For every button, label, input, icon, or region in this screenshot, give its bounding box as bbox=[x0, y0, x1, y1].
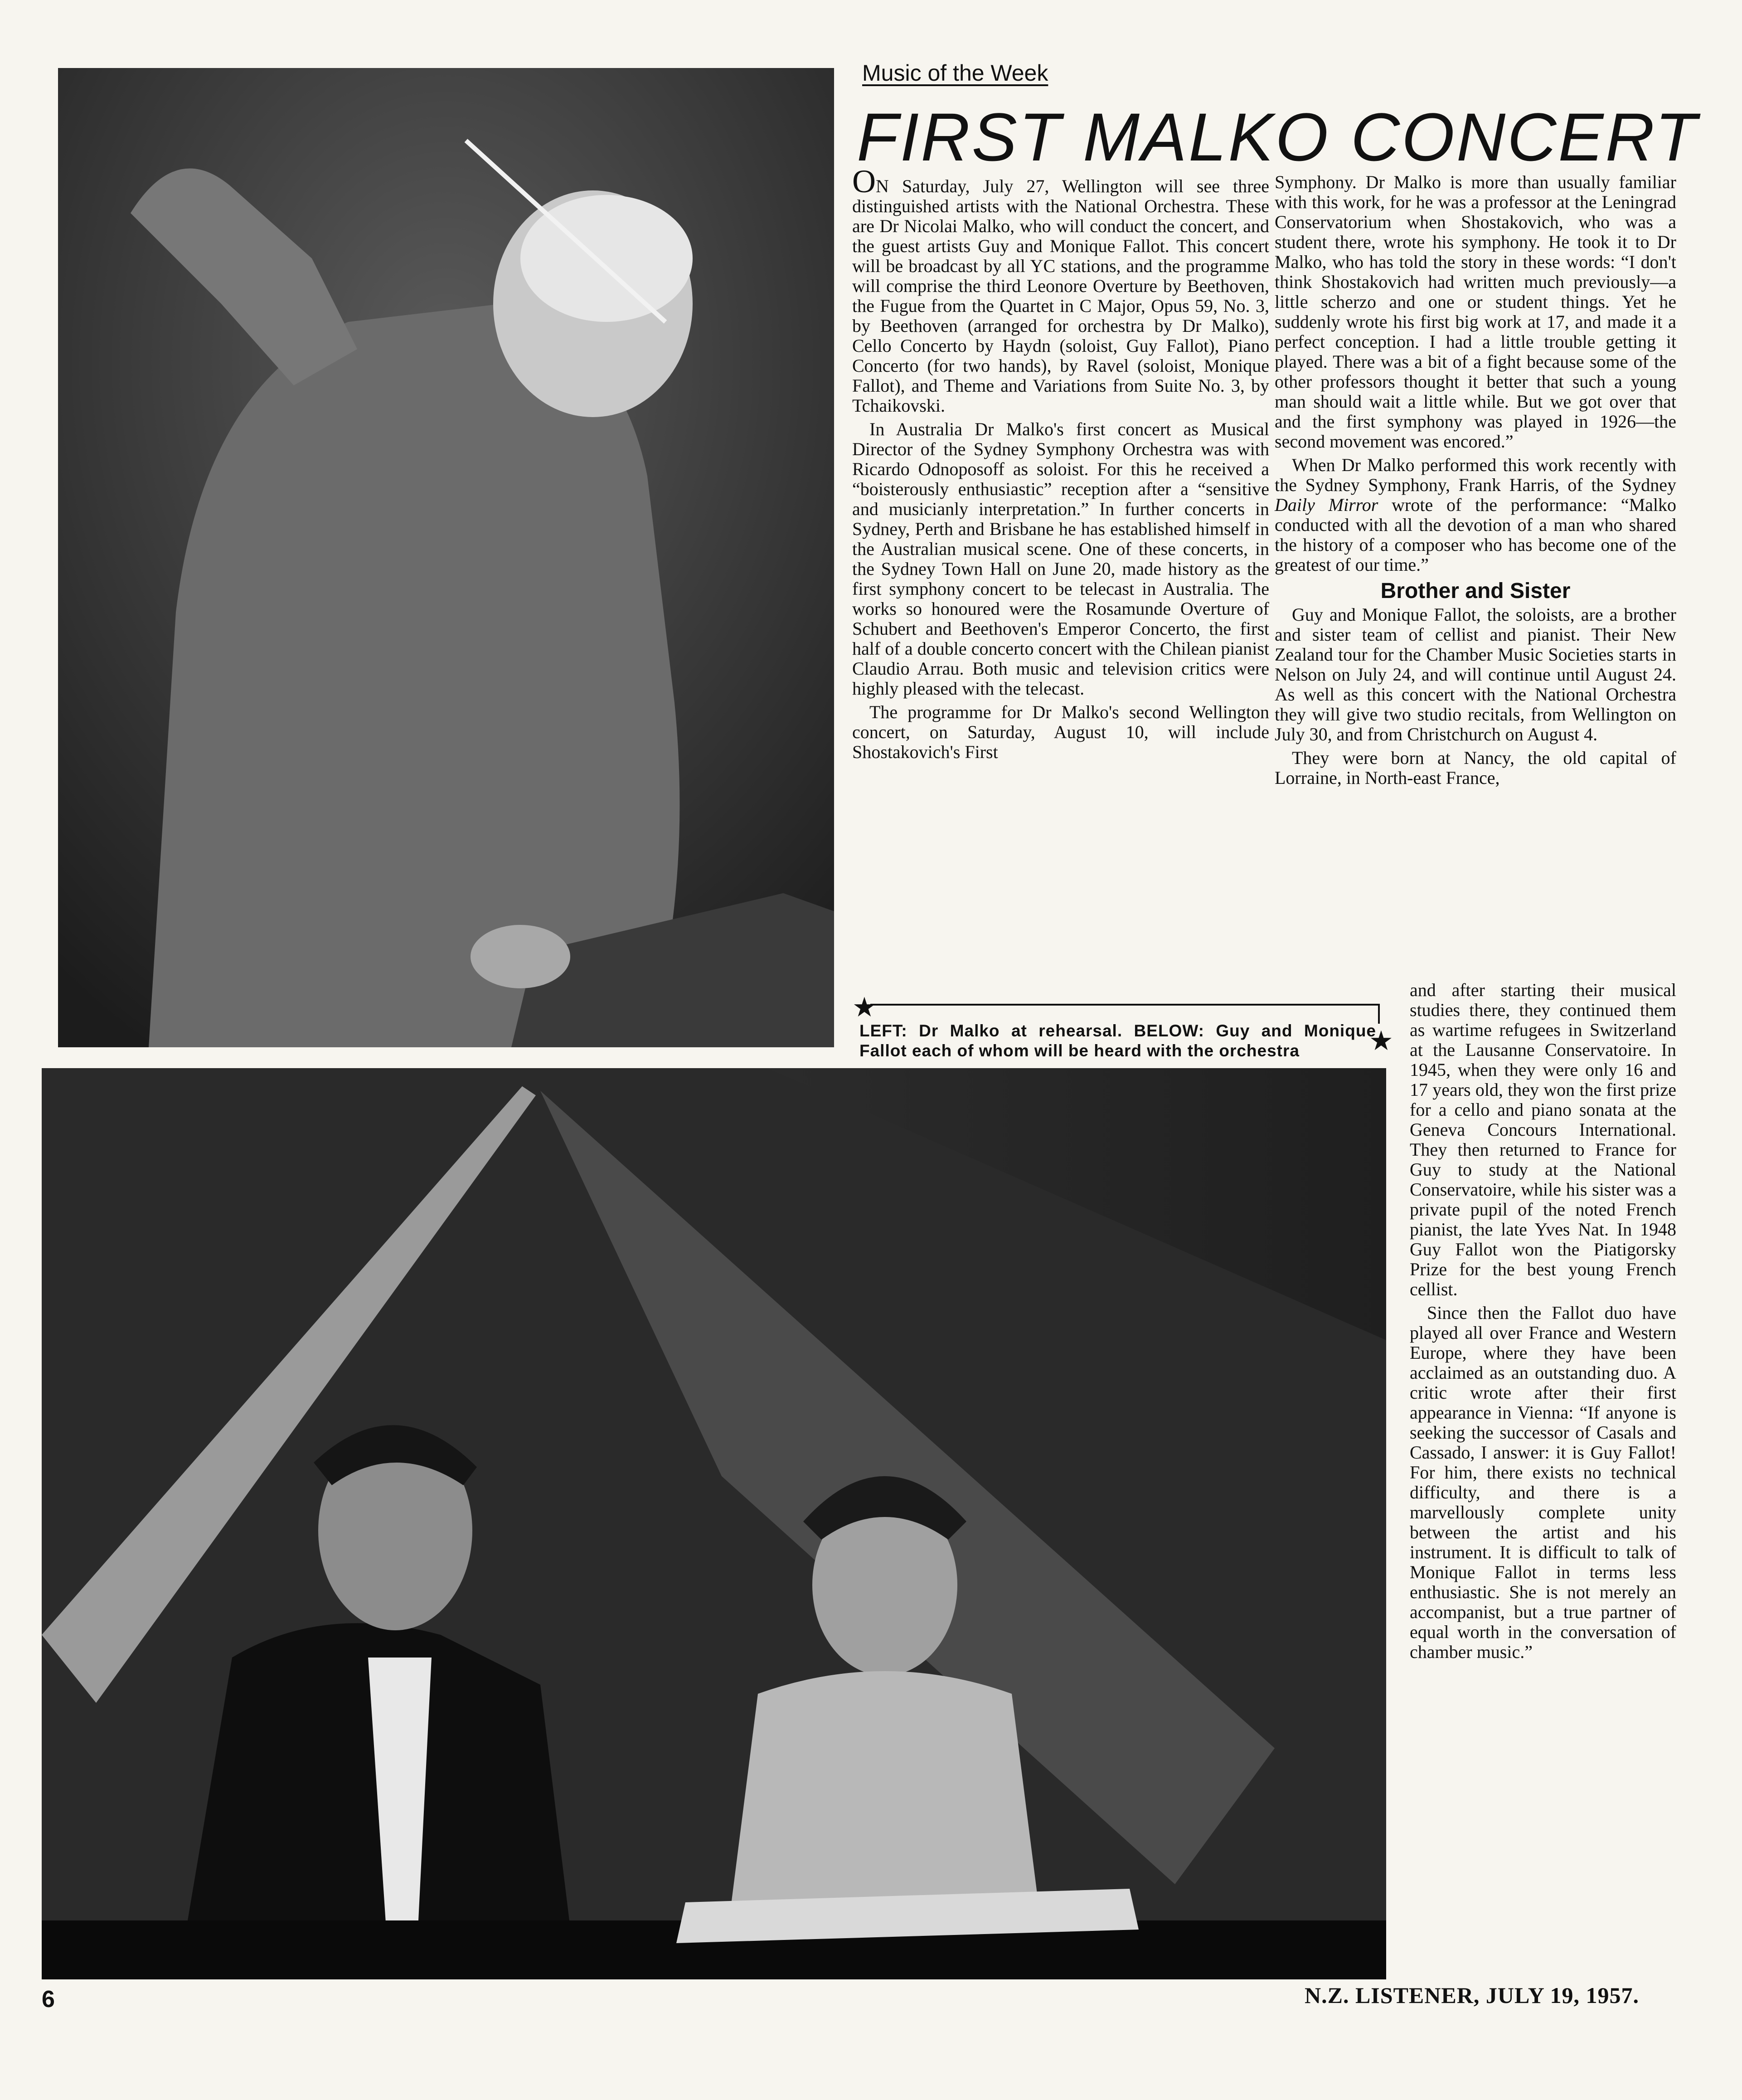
article-paragraph bbox=[852, 163, 1269, 416]
photo-caption: LEFT: Dr Malko at rehearsal. BELOW: Guy and Monique Fallot each of whom will be heard with the orchestra bbox=[859, 1021, 1376, 1060]
article-column-3 bbox=[1410, 980, 1676, 1969]
publication-name: Daily Mirror bbox=[1275, 495, 1378, 515]
duo-at-piano-icon bbox=[42, 1068, 1386, 1979]
paragraph-text: N Saturday, July 27, Wellington will see three distinguished artists with the National Orchestra. These are Dr Nicolai Malko, who will conduct the concert, and the guest artists Guy and Monique Fallot. This concert will be broadcast by all YC stations, and the programme will comprise the third Leonore Overture by Beethoven, the Fugue from the Quartet in C Major, Opus 59, No. 3, by Beethoven (arranged for orchestra by Dr Malko), Cello Concerto by Haydn (soloist, Guy Fallot), Piano Concerto (for two hands), by Ravel (soloist, Monique Fallot), and Theme and Variations from Suite No. 3, by Tchaikovski. bbox=[852, 176, 1269, 416]
article-paragraph: They were born at Nancy, the old capital of Lorraine, in North-east France, bbox=[1275, 748, 1676, 788]
section-kicker: Music of the Week bbox=[862, 60, 1048, 86]
article-paragraph: The programme for Dr Malko's second Wellington concert, on Saturday, August 10, will include Shostakovich's First bbox=[852, 702, 1269, 762]
photo-caption-box bbox=[852, 992, 1393, 1060]
article-paragraph: and after starting their musical studies there, they continued them as wartime refugees in Switzerland at the Lausanne Conservatoire. In 1945, when they were only 16 and 17 years old, they won the first prize for a cello and piano sonata at the Geneva Concours International. They then returned to France for Guy to study at the National Conservatoire, while his sister was a private pupil of the noted French pianist, the late Yves Nat. In 1948 Guy Fallot won the Piatigorsky Prize for the best young French cellist. bbox=[1410, 980, 1676, 1299]
star-icon: ★ bbox=[1369, 1026, 1393, 1056]
article-column-2 bbox=[1275, 172, 1676, 979]
photo-conductor-rehearsal bbox=[58, 68, 834, 1047]
star-icon: ★ bbox=[852, 992, 877, 1022]
issue-line: N.Z. LISTENER, JULY 19, 1957. bbox=[1305, 1983, 1639, 2008]
article-paragraph bbox=[1275, 455, 1676, 575]
article-paragraph: Since then the Fallot duo have played all over France and Western Europe, where they have been acclaimed as an outstanding duo. A critic wrote after their first appearance in Vienna: “If anyone is seeking the successor of Casals and Cassado, I answer: it is Guy Fallot! For him, there exists no technical difficulty, and there is a marvellously complete unity between the artist and his instrument. It is difficult to talk of Monique Fallot in terms less enthusiastic. She is not merely an accompanist, but a true partner of equal worth in the conversation of chamber music.” bbox=[1410, 1303, 1676, 1662]
conductor-silhouette-icon bbox=[58, 68, 834, 1047]
section-subhead: Brother and Sister bbox=[1380, 579, 1571, 603]
article-paragraph: In Australia Dr Malko's first concert as Musical Director of the Sydney Symphony Orchestra was with Ricardo Odnoposoff as soloist. For this he received a “boisterously enthusiastic” reception after a “sensitive and musicianly interpretation.” In further concerts in Sydney, Perth and Brisbane he has established himself in the Australian musical scene. One of these concerts, in the Sydney Town Hall on June 20, made history as the first symphony concert to be telecast in Australia. The works so honoured were the Rosamunde Overture of Schubert and Beethoven's Emperor Concerto, the first half of a double concerto concert with the Chilean pianist Claudio Arrau. Both music and television critics were highly pleased with the telecast. bbox=[852, 419, 1269, 699]
page-number: 6 bbox=[42, 1986, 55, 2012]
photo-duo-at-piano bbox=[42, 1068, 1386, 1979]
paragraph-text: When Dr Malko performed this work recently with the Sydney Symphony, Frank Harris, of the Sydney bbox=[1275, 455, 1676, 495]
article-column-1 bbox=[852, 163, 1269, 988]
article-paragraph: Symphony. Dr Malko is more than usually familiar with this work, for he was a professor at the Leningrad Conservatorium when Shostakovich, who was a student there, wrote his symphony. He took it to Dr Malko, who has told the story in these words: “I don't think Shostakovich had written much previously—a little scherzo and one or student things. Yet he suddenly wrote his first big work at 17, and made it a perfect conception. I had a little trouble getting it played. There was a bit of a fight because some of the other professors thought it better that such a young man should wait a little while. But we got over that and the first symphony was played in 1926—the second movement was encored.” bbox=[1275, 172, 1676, 452]
drop-cap: O bbox=[852, 163, 876, 199]
page-title: FIRST MALKO CONCERT bbox=[857, 99, 1698, 175]
paragraph-text: wrote of the performance: “Malko conducted with all the devotion of a man who shared the history of a composer who has become one of the greatest of our time.” bbox=[1275, 495, 1677, 575]
article-paragraph: Guy and Monique Fallot, the soloists, are a brother and sister team of cellist and pianist. Their New Zealand tour for the Chamber Music Societies starts in Nelson on July 24, and will continue until August 24. As well as this concert with the National Orchestra they will give two studio recitals, from Wellington on July 30, and from Christchurch on August 4. bbox=[1275, 604, 1676, 744]
